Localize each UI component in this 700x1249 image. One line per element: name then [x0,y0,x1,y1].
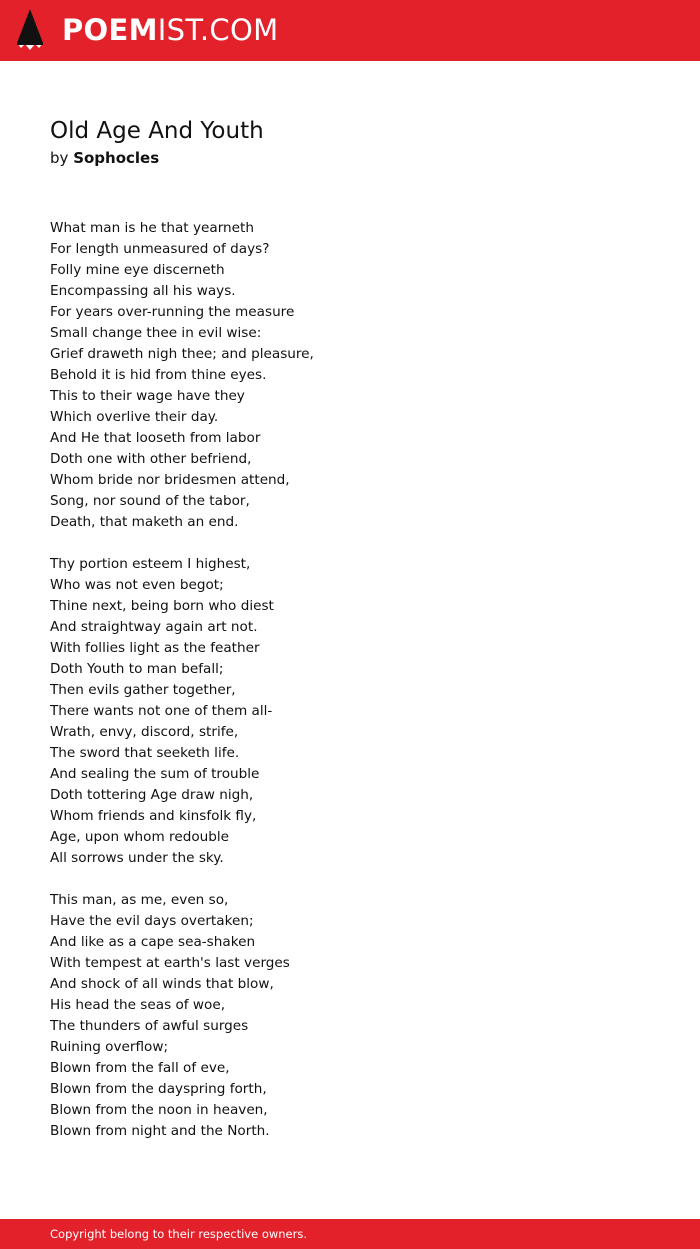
poem-line: His head the seas of woe, [50,997,226,1013]
poem-title: Old Age And Youth [50,118,264,144]
poem-line: This man, as me, even so, [50,892,229,908]
poem-line: Doth Youth to man befall; [50,661,224,677]
poem-line: Have the evil days overtaken; [50,913,254,929]
poem-line: Small change thee in evil wise: [50,325,262,341]
poem-line: The sword that seeketh life. [50,745,240,761]
poem-line: With tempest at earth's last verges [50,955,290,971]
poem-line: Thine next, being born who diest [50,598,274,614]
poem-line: And shock of all winds that blow, [50,976,274,992]
poem-line: Ruining overflow; [50,1039,169,1055]
poem-line: And straightway again art not. [50,619,258,635]
poem-stanza [50,218,650,533]
poem-line: Thy portion esteem I highest, [50,556,251,572]
poem-line: Death, that maketh an end. [50,514,239,530]
poem-line: Doth tottering Age draw nigh, [50,787,254,803]
poem-line: For years over-running the measure [50,304,295,320]
poem-line: Whom friends and kinsfolk fly, [50,808,257,824]
site-logo[interactable] [62,12,278,48]
poem-line: Whom bride nor bridesmen attend, [50,472,290,488]
poem-line: There wants not one of them all- [50,703,273,719]
copyright-text: Copyright belong to their respective owners. [50,1227,308,1241]
poem-line: All sorrows under the sky. [50,850,224,866]
poem-line: Wrath, envy, discord, strife, [50,724,239,740]
poem-heading [50,116,650,169]
poem-line: Blown from the fall of eve, [50,1060,230,1076]
poem-stanza [50,554,650,869]
logo-text-light: IST.COM [157,13,279,47]
poem-line: Folly mine eye discerneth [50,262,225,278]
author-name: Sophocles [73,149,160,167]
poem-line: For length unmeasured of days? [50,241,270,257]
poem-line: The thunders of awful surges [50,1018,249,1034]
poem-line: And sealing the sum of trouble [50,766,260,782]
poem-stanza [50,890,650,1142]
poem-line: Encompassing all his ways. [50,283,236,299]
logo-text-strong: POEM [62,13,158,47]
site-footer [0,1219,700,1249]
poem-line: Song, nor sound of the tabor, [50,493,250,509]
poem-line: Behold it is hid from thine eyes. [50,367,267,383]
poem-line: Blown from the dayspring forth, [50,1081,267,1097]
pencil-tip-icon[interactable] [16,9,44,51]
poem-line: With follies light as the feather [50,640,260,656]
poem-line: Age, upon whom redouble [50,829,230,845]
poem-line: And He that looseth from labor [50,430,261,446]
poem-line: What man is he that yearneth [50,220,254,236]
poem-line: Blown from the noon in heaven, [50,1102,268,1118]
byline [50,147,650,169]
poem-line: Then evils gather together, [50,682,236,698]
poem-line: And like as a cape sea-shaken [50,934,256,950]
poem-line: This to their wage have they [50,388,245,404]
poem-line: Which overlive their day. [50,409,219,425]
poem-line: Who was not even begot; [50,577,224,593]
poem-line: Blown from night and the North. [50,1123,270,1139]
poem-line: Grief draweth nigh thee; and pleasure, [50,346,314,362]
poem-line: Doth one with other befriend, [50,451,252,467]
by-label: by [50,149,69,167]
poem-body [50,218,650,1163]
site-header [0,0,700,61]
